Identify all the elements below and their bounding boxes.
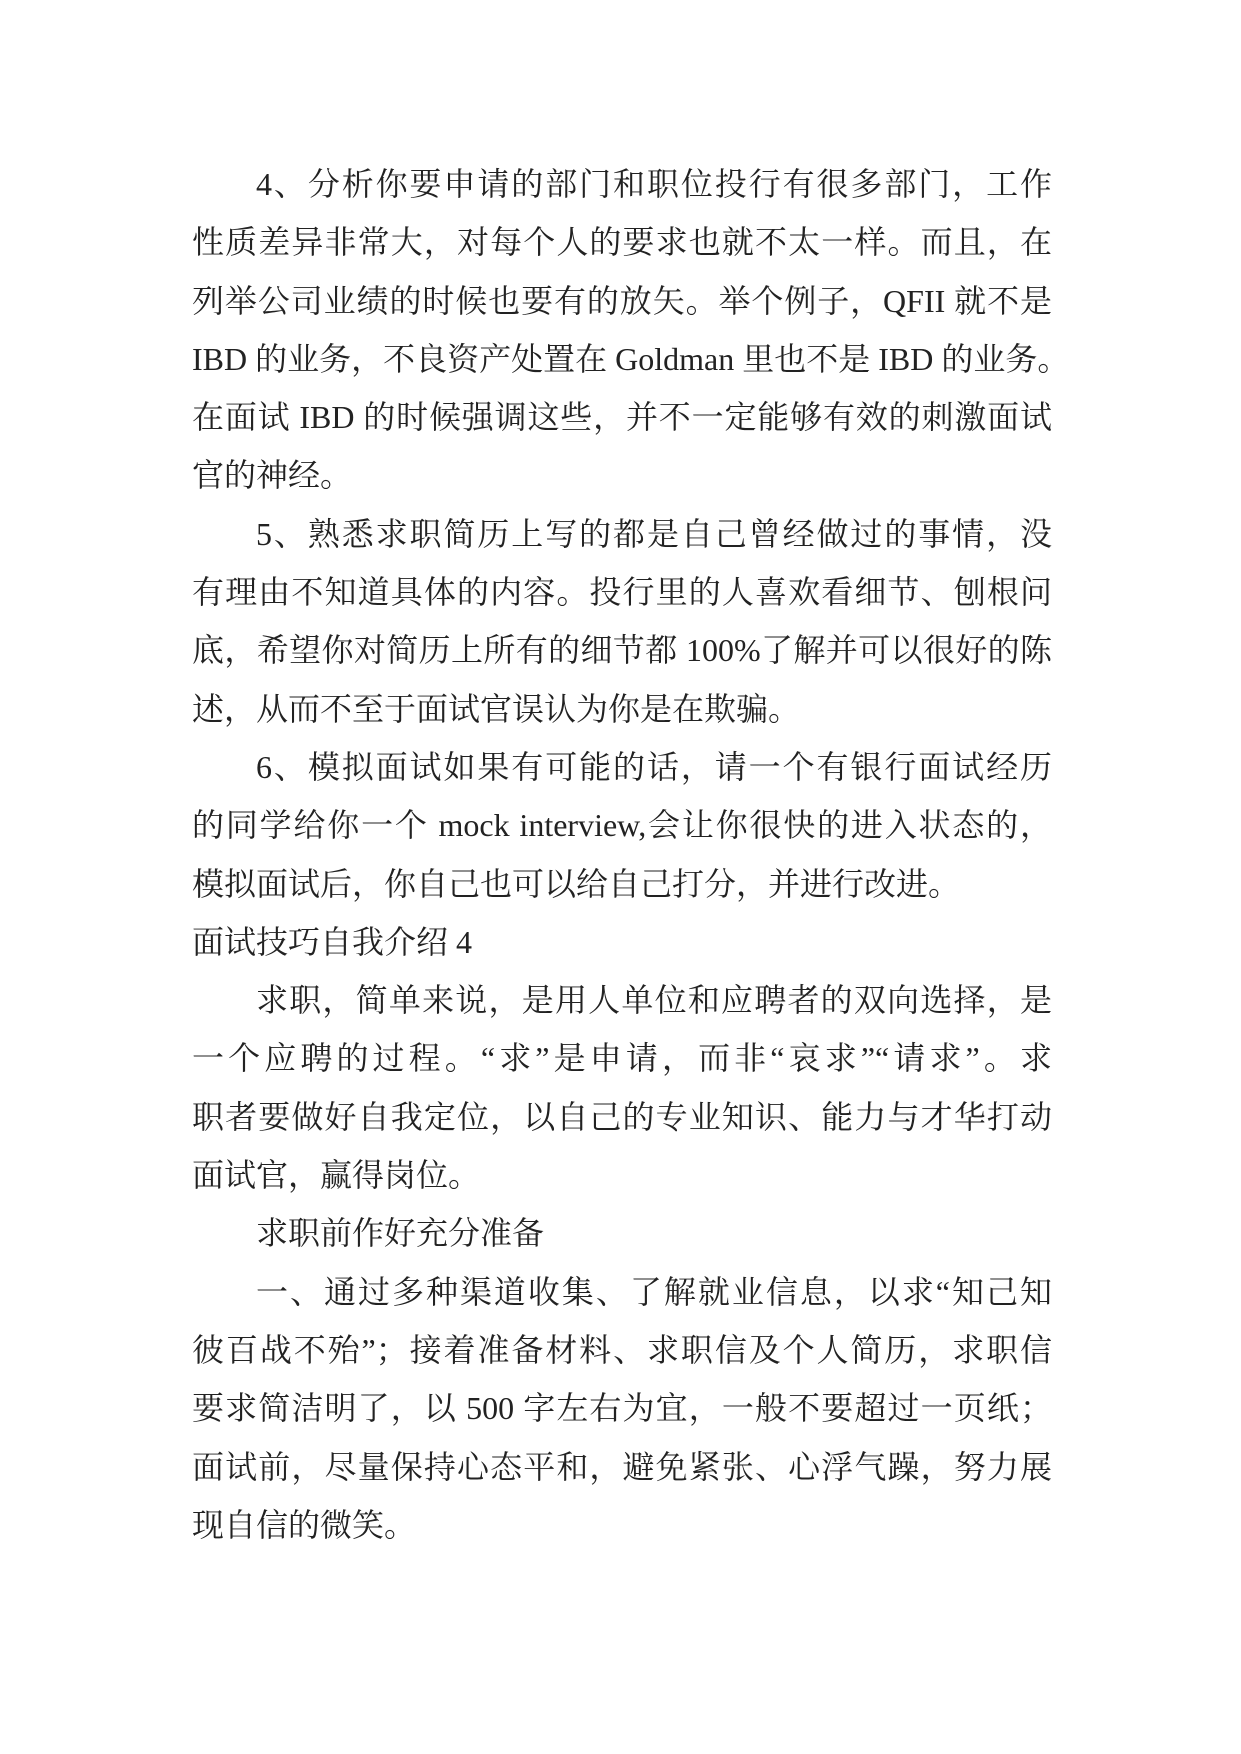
- paragraph: [192, 155, 1070, 505]
- text-line: 彼百战不殆”；接着准备材料、求职信及个人简历，求职信: [192, 1331, 1052, 1368]
- text-line: 性质差异非常大，对每个人的要求也就不太一样。而且，在: [192, 224, 1052, 261]
- paragraph: [192, 971, 1052, 1204]
- text-line: 面试前，尽量保持心态平和，避免紧张、心浮气躁，努力展: [192, 1448, 1052, 1485]
- text-line: 4、分析你要申请的部门和职位投行有很多部门，工作: [256, 166, 1052, 202]
- text-line: 一、通过多种渠道收集、了解就业信息，以求“知己知: [256, 1273, 1052, 1310]
- text-line: 5、熟悉求职简历上写的都是自己曾经做过的事情，没: [256, 515, 1052, 552]
- text-line: 在面试 IBD 的时候强调这些，并不一定能够有效的刺激面试: [192, 399, 1052, 436]
- text-line: 的同学给你一个 mock interview,会让你很快的进入状态的，: [192, 807, 1052, 844]
- text-line: 求职前作好充分准备: [256, 1215, 545, 1252]
- text-line: 官的神经。: [192, 457, 353, 494]
- text-line: 有理由不知道具体的内容。投行里的人喜欢看细节、刨根问: [192, 574, 1052, 611]
- text-line: 6、模拟面试如果有可能的话，请一个有银行面试经历: [256, 748, 1052, 785]
- text-line: 求职，简单来说，是用人单位和应聘者的双向选择，是: [256, 982, 1052, 1019]
- text-line: 列举公司业绩的时候也要有的放矢。举个例子，QFII 就不是: [192, 282, 1052, 319]
- document-body: [192, 155, 1070, 1554]
- text-line: 现自信的微笑。: [192, 1506, 417, 1543]
- paragraph: [192, 1263, 1052, 1554]
- section-heading: 面试技巧自我介绍 4: [192, 923, 473, 960]
- paragraph: [192, 738, 1052, 913]
- text-line: 要求简洁明了，以 500 字左右为宜，一般不要超过一页纸；: [192, 1390, 1052, 1427]
- text-line: 述，从而不至于面试官误认为你是在欺骗。: [192, 690, 801, 727]
- text-line: 面试官，赢得岗位。: [192, 1157, 481, 1194]
- text-line: 底，希望你对简历上所有的细节都 100%了解并可以很好的陈: [192, 632, 1052, 669]
- text-line: 模拟面试后，你自己也可以给自己打分，并进行改进。: [192, 865, 961, 902]
- text-line: 一个应聘的过程。“求”是申请，而非“哀求”“请求”。求: [192, 1040, 1052, 1077]
- paragraph: [192, 1204, 1052, 1262]
- text-line: IBD 的业务，不良资产处置在 Goldman 里也不是 IBD 的业务。: [192, 340, 1070, 377]
- text-line: 职者要做好自我定位，以自己的专业知识、能力与才华打动: [192, 1098, 1052, 1135]
- paragraph: [192, 505, 1052, 738]
